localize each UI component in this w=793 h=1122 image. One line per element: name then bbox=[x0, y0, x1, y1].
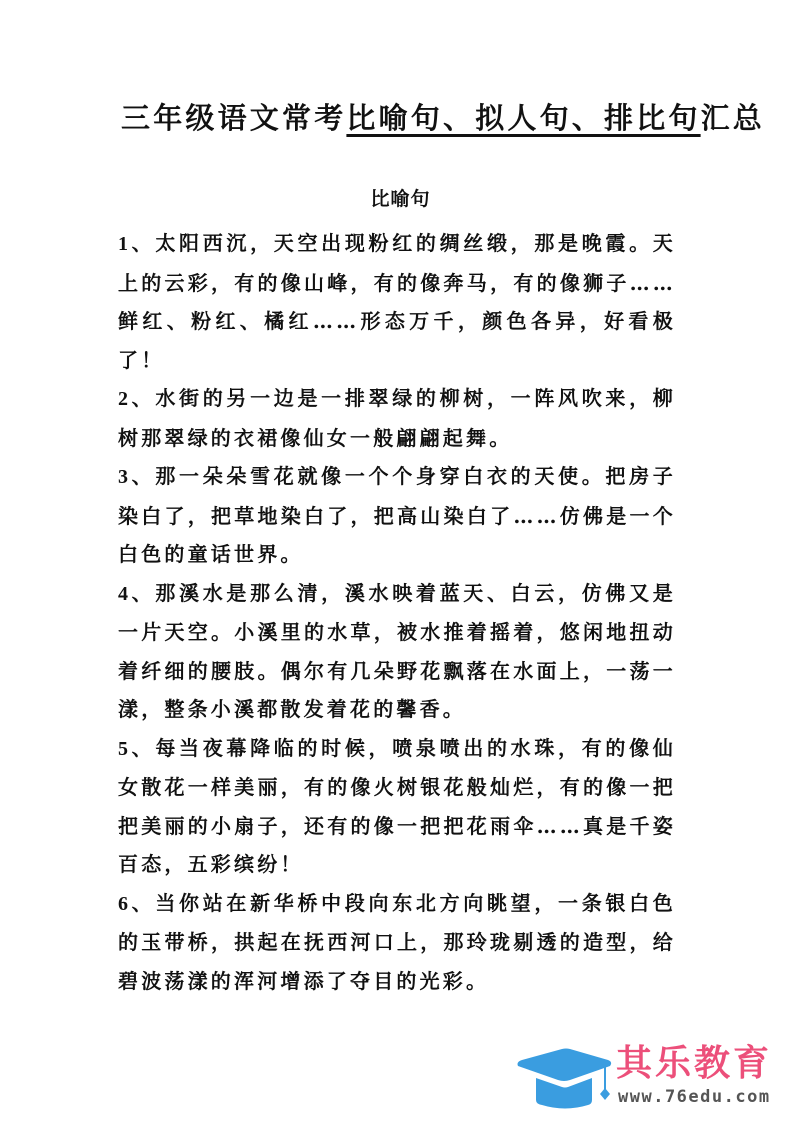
item-text: 太阳西沉，天空出现粉红的绸丝缎，那是晚霞。天上的云彩，有的像山峰，有的像奔马，有的像狮子……鲜红、粉红、橘红……形态万千，颜色各异，好看极了！ bbox=[118, 231, 676, 372]
sentence-item-6 bbox=[118, 884, 676, 1001]
brand-url: www.76edu.com bbox=[618, 1087, 771, 1107]
title-prefix: 三年级语文常考 bbox=[121, 101, 347, 135]
item-number: 1、 bbox=[118, 233, 156, 255]
sentence-item-5 bbox=[118, 729, 676, 884]
sentence-item-1 bbox=[118, 224, 676, 379]
title-underlined-topics: 比喻句、拟人句、排比句 bbox=[346, 101, 701, 135]
item-number: 2、 bbox=[118, 388, 156, 410]
item-number: 3、 bbox=[118, 466, 156, 488]
item-text: 每当夜幕降临的时候，喷泉喷出的水珠，有的像仙女散花一样美丽，有的像火树银花般灿烂，有的像一把把美丽的小扇子，还有的像一把把花雨伞……真是千姿百态，五彩缤纷！ bbox=[118, 735, 676, 876]
item-text: 那一朵朵雪花就像一个个身穿白衣的天使。把房子染白了，把草地染白了，把高山染白了……仿佛是一个白色的童话世界。 bbox=[118, 464, 676, 566]
item-text: 当你站在新华桥中段向东北方向眺望，一条银白色的玉带桥，拱起在抚西河口上，那玲珑剔透的造型，给碧波荡漾的浑河增添了夺目的光彩。 bbox=[118, 890, 676, 993]
item-number: 6、 bbox=[118, 892, 156, 915]
item-text: 水街的另一边是一排翠绿的柳树，一阵风吹来，柳树那翠绿的衣裙像仙女一般翩翩起舞。 bbox=[118, 386, 676, 450]
sentence-item-3 bbox=[118, 457, 676, 574]
section-heading-simile: 比喻句 bbox=[370, 188, 431, 210]
watermark-logo bbox=[510, 1042, 790, 1114]
document-title bbox=[121, 96, 766, 140]
sentence-item-2 bbox=[118, 379, 676, 457]
brand-name: 其乐教育 bbox=[616, 1043, 773, 1084]
sentence-item-4 bbox=[118, 574, 676, 729]
item-text: 那溪水是那么清，溪水映着蓝天、白云，仿佛又是一片天空。小溪里的水草，被水推着摇着，悠闲地扭动着纤细的腰肢。偶尔有几朵野花飘落在水面上，一荡一漾，整条小溪都散发着花的馨香。 bbox=[118, 580, 676, 721]
item-number: 5、 bbox=[118, 737, 156, 760]
title-suffix: 汇总 bbox=[700, 101, 766, 135]
sentence-list bbox=[118, 224, 676, 1000]
item-number: 4、 bbox=[118, 582, 156, 605]
graduation-cap-icon bbox=[512, 1046, 616, 1110]
